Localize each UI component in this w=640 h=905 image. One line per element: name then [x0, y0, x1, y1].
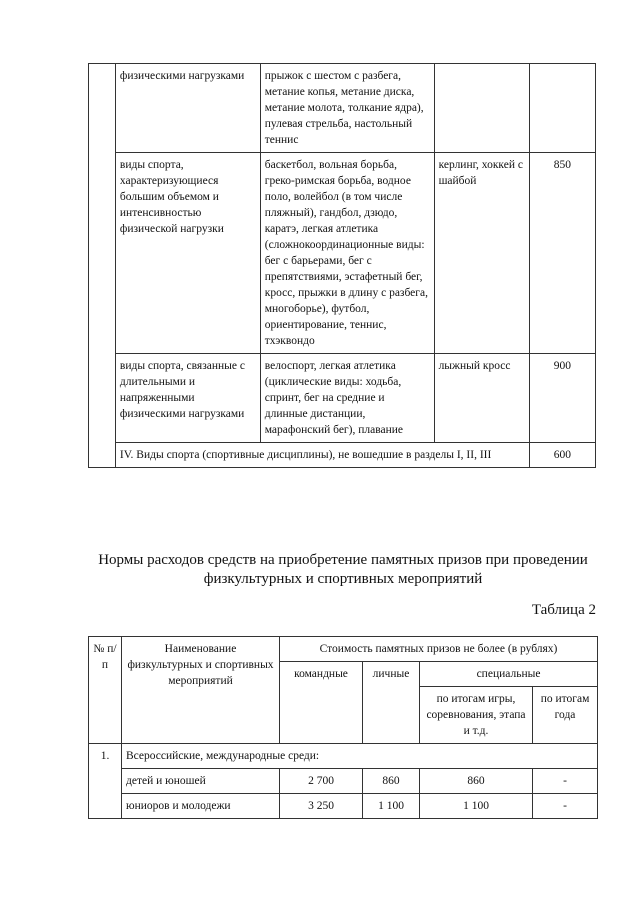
team-cell: 2 700	[280, 769, 363, 794]
sports-cell: велоспорт, легкая атлетика (циклические виды: ходьба, спринт, бег на средние и длинные дистанции, марафонский бег), плавание	[260, 354, 434, 443]
personal-cell: 1 100	[363, 794, 420, 819]
sports-cell: баскетбол, вольная борьба, греко-римская борьба, водное поло, волейбол (в том числе пляжный), гандбол, дзюдо, каратэ, легкая атлетика (сложнокоординационные виды: бег с барьерами, бег с препятствиями, эстафетный бег, кросс, прыжки в длину с разбега, многоборье), футбол, ориентирование, теннис, тхэквондо	[260, 153, 434, 354]
sports-categories-table	[88, 63, 596, 468]
header-personal: личные	[363, 662, 420, 744]
by-games-cell: 1 100	[420, 794, 533, 819]
header-cost: Стоимость памятных призов не более (в рублях)	[280, 637, 598, 662]
event-name-cell: детей и юношей	[122, 769, 280, 794]
sports-cell: прыжок с шестом с разбега, метание копья, метание диска, метание молота, толкание ядра), пулевая стрельба, настольный теннис	[260, 64, 434, 153]
value-cell: 900	[529, 354, 595, 443]
table-row	[89, 354, 596, 443]
table-row	[89, 153, 596, 354]
winter-sports-cell: лыжный кросс	[434, 354, 529, 443]
event-name-cell: юниоров и молодежи	[122, 794, 280, 819]
header-event-name: Наименование физкультурных и спортивных мероприятий	[122, 637, 280, 744]
header-number: № п/п	[89, 637, 122, 744]
table-row	[89, 443, 596, 468]
value-cell: 600	[529, 443, 595, 468]
header-by-year: по итогам года	[533, 687, 598, 744]
header-by-games: по итогам игры, соревнования, этапа и т.д.	[420, 687, 533, 744]
by-year-cell: -	[533, 794, 598, 819]
header-team: командные	[280, 662, 363, 744]
value-cell	[529, 64, 595, 153]
number-cell	[89, 64, 116, 468]
table-row	[89, 769, 598, 794]
team-cell: 3 250	[280, 794, 363, 819]
winter-sports-cell	[434, 64, 529, 153]
section-title: Всероссийские, международные среди:	[122, 744, 598, 769]
by-games-cell: 860	[420, 769, 533, 794]
table-row	[89, 744, 598, 769]
group-cell: виды спорта, связанные с длительными и напряженными физическими нагрузками	[115, 354, 260, 443]
table-row	[89, 64, 596, 153]
table-label: Таблица 2	[531, 602, 596, 618]
prize-costs-table	[88, 636, 598, 819]
by-year-cell: -	[533, 769, 598, 794]
table-row	[89, 794, 598, 819]
section-heading: Нормы расходов средств на приобретение памятных призов при проведении физкультурных и спортивных мероприятий	[98, 552, 588, 587]
group-cell: виды спорта, характеризующиеся большим объемом и интенсивностью физической нагрузки	[115, 153, 260, 354]
winter-sports-cell: керлинг, хоккей с шайбой	[434, 153, 529, 354]
personal-cell: 860	[363, 769, 420, 794]
header-special: специальные	[420, 662, 598, 687]
group-cell: физическими нагрузками	[115, 64, 260, 153]
section-iv-cell: IV. Виды спорта (спортивные дисциплины), не вошедшие в разделы I, II, III	[115, 443, 529, 468]
value-cell: 850	[529, 153, 595, 354]
row-number: 1.	[89, 744, 122, 819]
table-header-row	[89, 637, 598, 662]
